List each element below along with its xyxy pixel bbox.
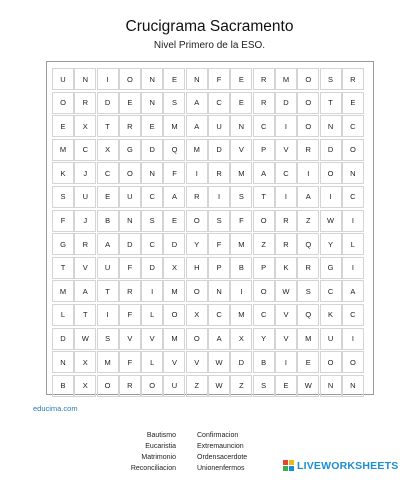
grid-cell[interactable]: W bbox=[208, 351, 230, 373]
grid-cell[interactable]: Z bbox=[186, 375, 208, 397]
liveworksheets-brand bbox=[283, 460, 398, 472]
word-list-item: Extremauncion bbox=[197, 443, 244, 450]
grid-cell[interactable]: L bbox=[141, 304, 163, 326]
grid-cell[interactable]: X bbox=[74, 115, 96, 137]
grid-cell[interactable]: I bbox=[275, 186, 297, 208]
grid-cell[interactable]: M bbox=[275, 68, 297, 90]
word-list-item: Ordensacerdote bbox=[197, 454, 248, 461]
grid-cell[interactable]: Q bbox=[297, 233, 319, 255]
grid-cell[interactable]: Z bbox=[297, 210, 319, 232]
grid-cell[interactable]: M bbox=[297, 328, 319, 350]
grid-cell[interactable]: O bbox=[320, 351, 342, 373]
grid-cell[interactable]: P bbox=[253, 257, 275, 279]
grid-cell[interactable]: I bbox=[342, 257, 364, 279]
grid-cell[interactable]: R bbox=[275, 233, 297, 255]
grid-cell[interactable]: O bbox=[186, 210, 208, 232]
grid-cell[interactable]: X bbox=[230, 328, 252, 350]
grid-cell[interactable]: E bbox=[275, 375, 297, 397]
grid-cell[interactable]: W bbox=[297, 375, 319, 397]
grid-cell[interactable]: M bbox=[186, 139, 208, 161]
grid-cell[interactable]: X bbox=[74, 351, 96, 373]
grid-cell[interactable]: J bbox=[74, 210, 96, 232]
grid-cell[interactable]: F bbox=[119, 304, 141, 326]
grid-cell[interactable]: S bbox=[52, 186, 74, 208]
grid-cell[interactable]: N bbox=[342, 162, 364, 184]
grid-cell[interactable]: N bbox=[208, 280, 230, 302]
grid-cell[interactable]: A bbox=[97, 233, 119, 255]
grid-cell[interactable]: Y bbox=[253, 328, 275, 350]
grid-cell[interactable]: D bbox=[52, 328, 74, 350]
grid-cell[interactable]: O bbox=[119, 162, 141, 184]
grid-cell[interactable]: B bbox=[52, 375, 74, 397]
grid-cell[interactable]: V bbox=[275, 304, 297, 326]
grid-cell[interactable]: N bbox=[119, 210, 141, 232]
grid-cell[interactable]: O bbox=[297, 68, 319, 90]
grid-cell[interactable]: F bbox=[119, 351, 141, 373]
grid-cell[interactable]: U bbox=[74, 186, 96, 208]
grid-cell[interactable]: O bbox=[97, 375, 119, 397]
grid-cell[interactable]: X bbox=[163, 257, 185, 279]
grid-cell[interactable]: C bbox=[97, 162, 119, 184]
grid-cell[interactable]: R bbox=[297, 257, 319, 279]
grid-cell[interactable]: O bbox=[297, 92, 319, 114]
grid-cell[interactable]: O bbox=[253, 280, 275, 302]
grid-cell[interactable]: C bbox=[74, 139, 96, 161]
grid-cell[interactable]: R bbox=[186, 186, 208, 208]
grid-cell[interactable]: O bbox=[342, 139, 364, 161]
grid-cell[interactable]: G bbox=[320, 257, 342, 279]
grid-cell[interactable]: N bbox=[52, 351, 74, 373]
grid-cell[interactable]: G bbox=[52, 233, 74, 255]
grid-cell[interactable]: W bbox=[74, 328, 96, 350]
grid-cell[interactable]: W bbox=[208, 375, 230, 397]
grid-cell[interactable]: Y bbox=[320, 233, 342, 255]
grid-cell[interactable]: R bbox=[253, 92, 275, 114]
grid-cell[interactable]: H bbox=[186, 257, 208, 279]
grid-cell[interactable]: B bbox=[253, 351, 275, 373]
grid-cell[interactable]: O bbox=[320, 162, 342, 184]
grid-cell[interactable]: U bbox=[119, 186, 141, 208]
grid-cell[interactable]: F bbox=[208, 68, 230, 90]
grid-cell[interactable]: T bbox=[52, 257, 74, 279]
grid-cell[interactable]: O bbox=[119, 68, 141, 90]
grid-cell[interactable]: T bbox=[74, 304, 96, 326]
grid-cell[interactable]: C bbox=[253, 304, 275, 326]
grid-cell[interactable]: N bbox=[230, 115, 252, 137]
grid-cell[interactable]: X bbox=[186, 304, 208, 326]
grid-cell[interactable]: E bbox=[297, 351, 319, 373]
grid-cell[interactable]: A bbox=[208, 328, 230, 350]
grid-cell[interactable]: D bbox=[320, 139, 342, 161]
liveworksheets-logo-icon bbox=[283, 460, 295, 472]
grid-cell[interactable]: F bbox=[52, 210, 74, 232]
grid-cell[interactable]: N bbox=[186, 68, 208, 90]
grid-cell[interactable]: I bbox=[97, 68, 119, 90]
grid-cell[interactable]: C bbox=[342, 304, 364, 326]
grid-cell[interactable]: M bbox=[97, 351, 119, 373]
grid-cell[interactable]: B bbox=[230, 257, 252, 279]
grid-cell[interactable]: I bbox=[320, 186, 342, 208]
page-title: Crucigrama Sacramento bbox=[125, 18, 294, 35]
grid-cell[interactable]: V bbox=[141, 328, 163, 350]
grid-cell[interactable]: I bbox=[230, 280, 252, 302]
grid-cell[interactable]: O bbox=[52, 92, 74, 114]
grid-cell[interactable]: C bbox=[141, 186, 163, 208]
grid-cell[interactable]: M bbox=[230, 233, 252, 255]
grid-cell[interactable]: R bbox=[119, 375, 141, 397]
grid-cell[interactable]: X bbox=[97, 139, 119, 161]
grid-cell[interactable]: N bbox=[74, 68, 96, 90]
grid-cell[interactable]: V bbox=[163, 351, 185, 373]
grid-cell[interactable]: C bbox=[208, 304, 230, 326]
grid-cell[interactable]: D bbox=[97, 92, 119, 114]
grid-cell[interactable]: O bbox=[163, 304, 185, 326]
grid-cell[interactable]: U bbox=[97, 257, 119, 279]
page-subtitle: Nivel Primero de la ESO. bbox=[153, 40, 266, 51]
grid-cell[interactable]: S bbox=[141, 210, 163, 232]
grid-cell[interactable]: O bbox=[141, 375, 163, 397]
grid-cell[interactable]: M bbox=[52, 280, 74, 302]
grid-cell[interactable]: R bbox=[119, 280, 141, 302]
grid-cell[interactable]: J bbox=[74, 162, 96, 184]
grid-cell[interactable]: Y bbox=[186, 233, 208, 255]
grid-cell[interactable]: R bbox=[342, 68, 364, 90]
brand-label: LIVEWORKSHEETS bbox=[297, 460, 399, 472]
grid-cell[interactable]: N bbox=[320, 375, 342, 397]
grid-cell[interactable]: Q bbox=[163, 139, 185, 161]
grid-cell[interactable]: R bbox=[275, 210, 297, 232]
word-list-item: Unionenfermos bbox=[197, 465, 245, 472]
grid-cell[interactable]: S bbox=[163, 92, 185, 114]
grid-cell[interactable]: R bbox=[119, 115, 141, 137]
word-list-right bbox=[197, 430, 297, 474]
grid-cell[interactable]: T bbox=[320, 92, 342, 114]
grid-cell[interactable]: P bbox=[208, 257, 230, 279]
grid-cell[interactable]: S bbox=[208, 210, 230, 232]
grid-cell[interactable]: A bbox=[253, 162, 275, 184]
grid-cell[interactable]: M bbox=[230, 304, 252, 326]
grid-cell[interactable]: S bbox=[253, 375, 275, 397]
grid-cell[interactable]: R bbox=[74, 233, 96, 255]
grid-cell[interactable]: D bbox=[141, 139, 163, 161]
grid-cell[interactable]: A bbox=[74, 280, 96, 302]
grid-cell[interactable]: I bbox=[297, 162, 319, 184]
grid-cell[interactable]: V bbox=[186, 351, 208, 373]
word-search-grid[interactable] bbox=[52, 68, 364, 397]
grid-cell[interactable]: N bbox=[141, 68, 163, 90]
grid-cell[interactable]: F bbox=[208, 233, 230, 255]
grid-cell[interactable]: V bbox=[74, 257, 96, 279]
grid-cell[interactable]: I bbox=[342, 210, 364, 232]
grid-cell[interactable]: D bbox=[230, 351, 252, 373]
grid-cell[interactable]: D bbox=[163, 233, 185, 255]
grid-cell[interactable]: F bbox=[119, 257, 141, 279]
grid-cell[interactable]: C bbox=[320, 280, 342, 302]
grid-cell[interactable]: U bbox=[163, 375, 185, 397]
grid-cell[interactable]: K bbox=[52, 162, 74, 184]
grid-cell[interactable]: W bbox=[275, 280, 297, 302]
grid-cell[interactable]: E bbox=[163, 210, 185, 232]
grid-cell[interactable]: A bbox=[186, 92, 208, 114]
grid-cell[interactable]: U bbox=[208, 115, 230, 137]
grid-cell[interactable]: C bbox=[141, 233, 163, 255]
grid-cell[interactable]: E bbox=[97, 186, 119, 208]
grid-cell[interactable]: T bbox=[97, 280, 119, 302]
grid-cell[interactable]: M bbox=[163, 280, 185, 302]
grid-cell[interactable]: E bbox=[119, 92, 141, 114]
grid-cell[interactable]: O bbox=[253, 210, 275, 232]
grid-cell[interactable]: R bbox=[297, 139, 319, 161]
grid-cell[interactable]: I bbox=[208, 186, 230, 208]
source-link[interactable]: educima.com bbox=[33, 404, 78, 413]
word-list-item: Bautismo bbox=[146, 432, 176, 439]
grid-cell[interactable]: E bbox=[230, 92, 252, 114]
grid-cell[interactable]: F bbox=[230, 210, 252, 232]
grid-cell[interactable]: I bbox=[275, 351, 297, 373]
grid-cell[interactable]: Z bbox=[230, 375, 252, 397]
grid-cell[interactable]: N bbox=[141, 92, 163, 114]
grid-cell[interactable]: E bbox=[163, 68, 185, 90]
grid-cell[interactable]: Q bbox=[297, 304, 319, 326]
grid-cell[interactable]: S bbox=[230, 186, 252, 208]
grid-cell[interactable]: M bbox=[163, 115, 185, 137]
grid-cell[interactable]: W bbox=[320, 210, 342, 232]
grid-cell[interactable]: C bbox=[342, 115, 364, 137]
grid-cell[interactable]: C bbox=[275, 162, 297, 184]
grid-cell[interactable]: I bbox=[342, 328, 364, 350]
grid-cell[interactable]: V bbox=[275, 328, 297, 350]
grid-cell[interactable]: A bbox=[297, 186, 319, 208]
grid-cell[interactable]: L bbox=[52, 304, 74, 326]
grid-cell[interactable]: N bbox=[141, 162, 163, 184]
grid-cell[interactable]: I bbox=[141, 280, 163, 302]
grid-cell[interactable]: R bbox=[253, 68, 275, 90]
grid-cell[interactable]: C bbox=[253, 115, 275, 137]
word-list-left bbox=[100, 430, 176, 474]
word-list-item: Matrimonio bbox=[141, 454, 176, 461]
grid-cell[interactable]: B bbox=[97, 210, 119, 232]
grid-cell[interactable]: O bbox=[186, 280, 208, 302]
grid-cell[interactable]: A bbox=[342, 280, 364, 302]
grid-cell[interactable]: E bbox=[52, 115, 74, 137]
grid-cell[interactable]: C bbox=[208, 92, 230, 114]
grid-cell[interactable]: Z bbox=[253, 233, 275, 255]
grid-cell[interactable]: V bbox=[230, 139, 252, 161]
grid-cell[interactable]: U bbox=[52, 68, 74, 90]
word-list-item: Confirmacion bbox=[197, 432, 239, 439]
grid-cell[interactable]: T bbox=[97, 115, 119, 137]
grid-cell[interactable]: L bbox=[342, 233, 364, 255]
grid-cell[interactable]: N bbox=[320, 115, 342, 137]
grid-cell[interactable]: F bbox=[163, 162, 185, 184]
grid-cell[interactable]: S bbox=[97, 328, 119, 350]
grid-cell[interactable]: I bbox=[275, 115, 297, 137]
grid-cell[interactable]: D bbox=[141, 257, 163, 279]
grid-cell[interactable]: D bbox=[119, 233, 141, 255]
word-list-item: Eucaristia bbox=[145, 443, 176, 450]
grid-cell[interactable]: E bbox=[230, 68, 252, 90]
grid-cell[interactable]: T bbox=[253, 186, 275, 208]
grid-cell[interactable]: G bbox=[119, 139, 141, 161]
grid-cell[interactable]: X bbox=[74, 375, 96, 397]
grid-cell[interactable]: A bbox=[163, 186, 185, 208]
grid-cell[interactable]: I bbox=[97, 304, 119, 326]
grid-cell[interactable]: D bbox=[208, 139, 230, 161]
grid-cell[interactable]: N bbox=[342, 375, 364, 397]
grid-cell[interactable]: D bbox=[275, 92, 297, 114]
grid-cell[interactable]: V bbox=[119, 328, 141, 350]
grid-cell[interactable]: K bbox=[275, 257, 297, 279]
grid-cell[interactable]: R bbox=[74, 92, 96, 114]
grid-cell[interactable]: S bbox=[320, 68, 342, 90]
grid-cell[interactable]: E bbox=[141, 115, 163, 137]
grid-cell[interactable]: E bbox=[342, 92, 364, 114]
grid-cell[interactable]: K bbox=[320, 304, 342, 326]
grid-cell[interactable]: O bbox=[186, 328, 208, 350]
grid-cell[interactable]: V bbox=[275, 139, 297, 161]
grid-cell[interactable]: I bbox=[186, 162, 208, 184]
grid-cell[interactable]: O bbox=[342, 351, 364, 373]
grid-cell[interactable]: O bbox=[297, 115, 319, 137]
grid-cell[interactable]: M bbox=[230, 162, 252, 184]
grid-cell[interactable]: S bbox=[297, 280, 319, 302]
grid-cell[interactable]: U bbox=[320, 328, 342, 350]
grid-cell[interactable]: M bbox=[163, 328, 185, 350]
grid-cell[interactable]: C bbox=[342, 186, 364, 208]
word-list-item: Reconciliacion bbox=[130, 465, 176, 472]
grid-cell[interactable]: A bbox=[186, 115, 208, 137]
grid-cell[interactable]: R bbox=[208, 162, 230, 184]
grid-cell[interactable]: M bbox=[52, 139, 74, 161]
grid-cell[interactable]: P bbox=[253, 139, 275, 161]
grid-cell[interactable]: L bbox=[141, 351, 163, 373]
